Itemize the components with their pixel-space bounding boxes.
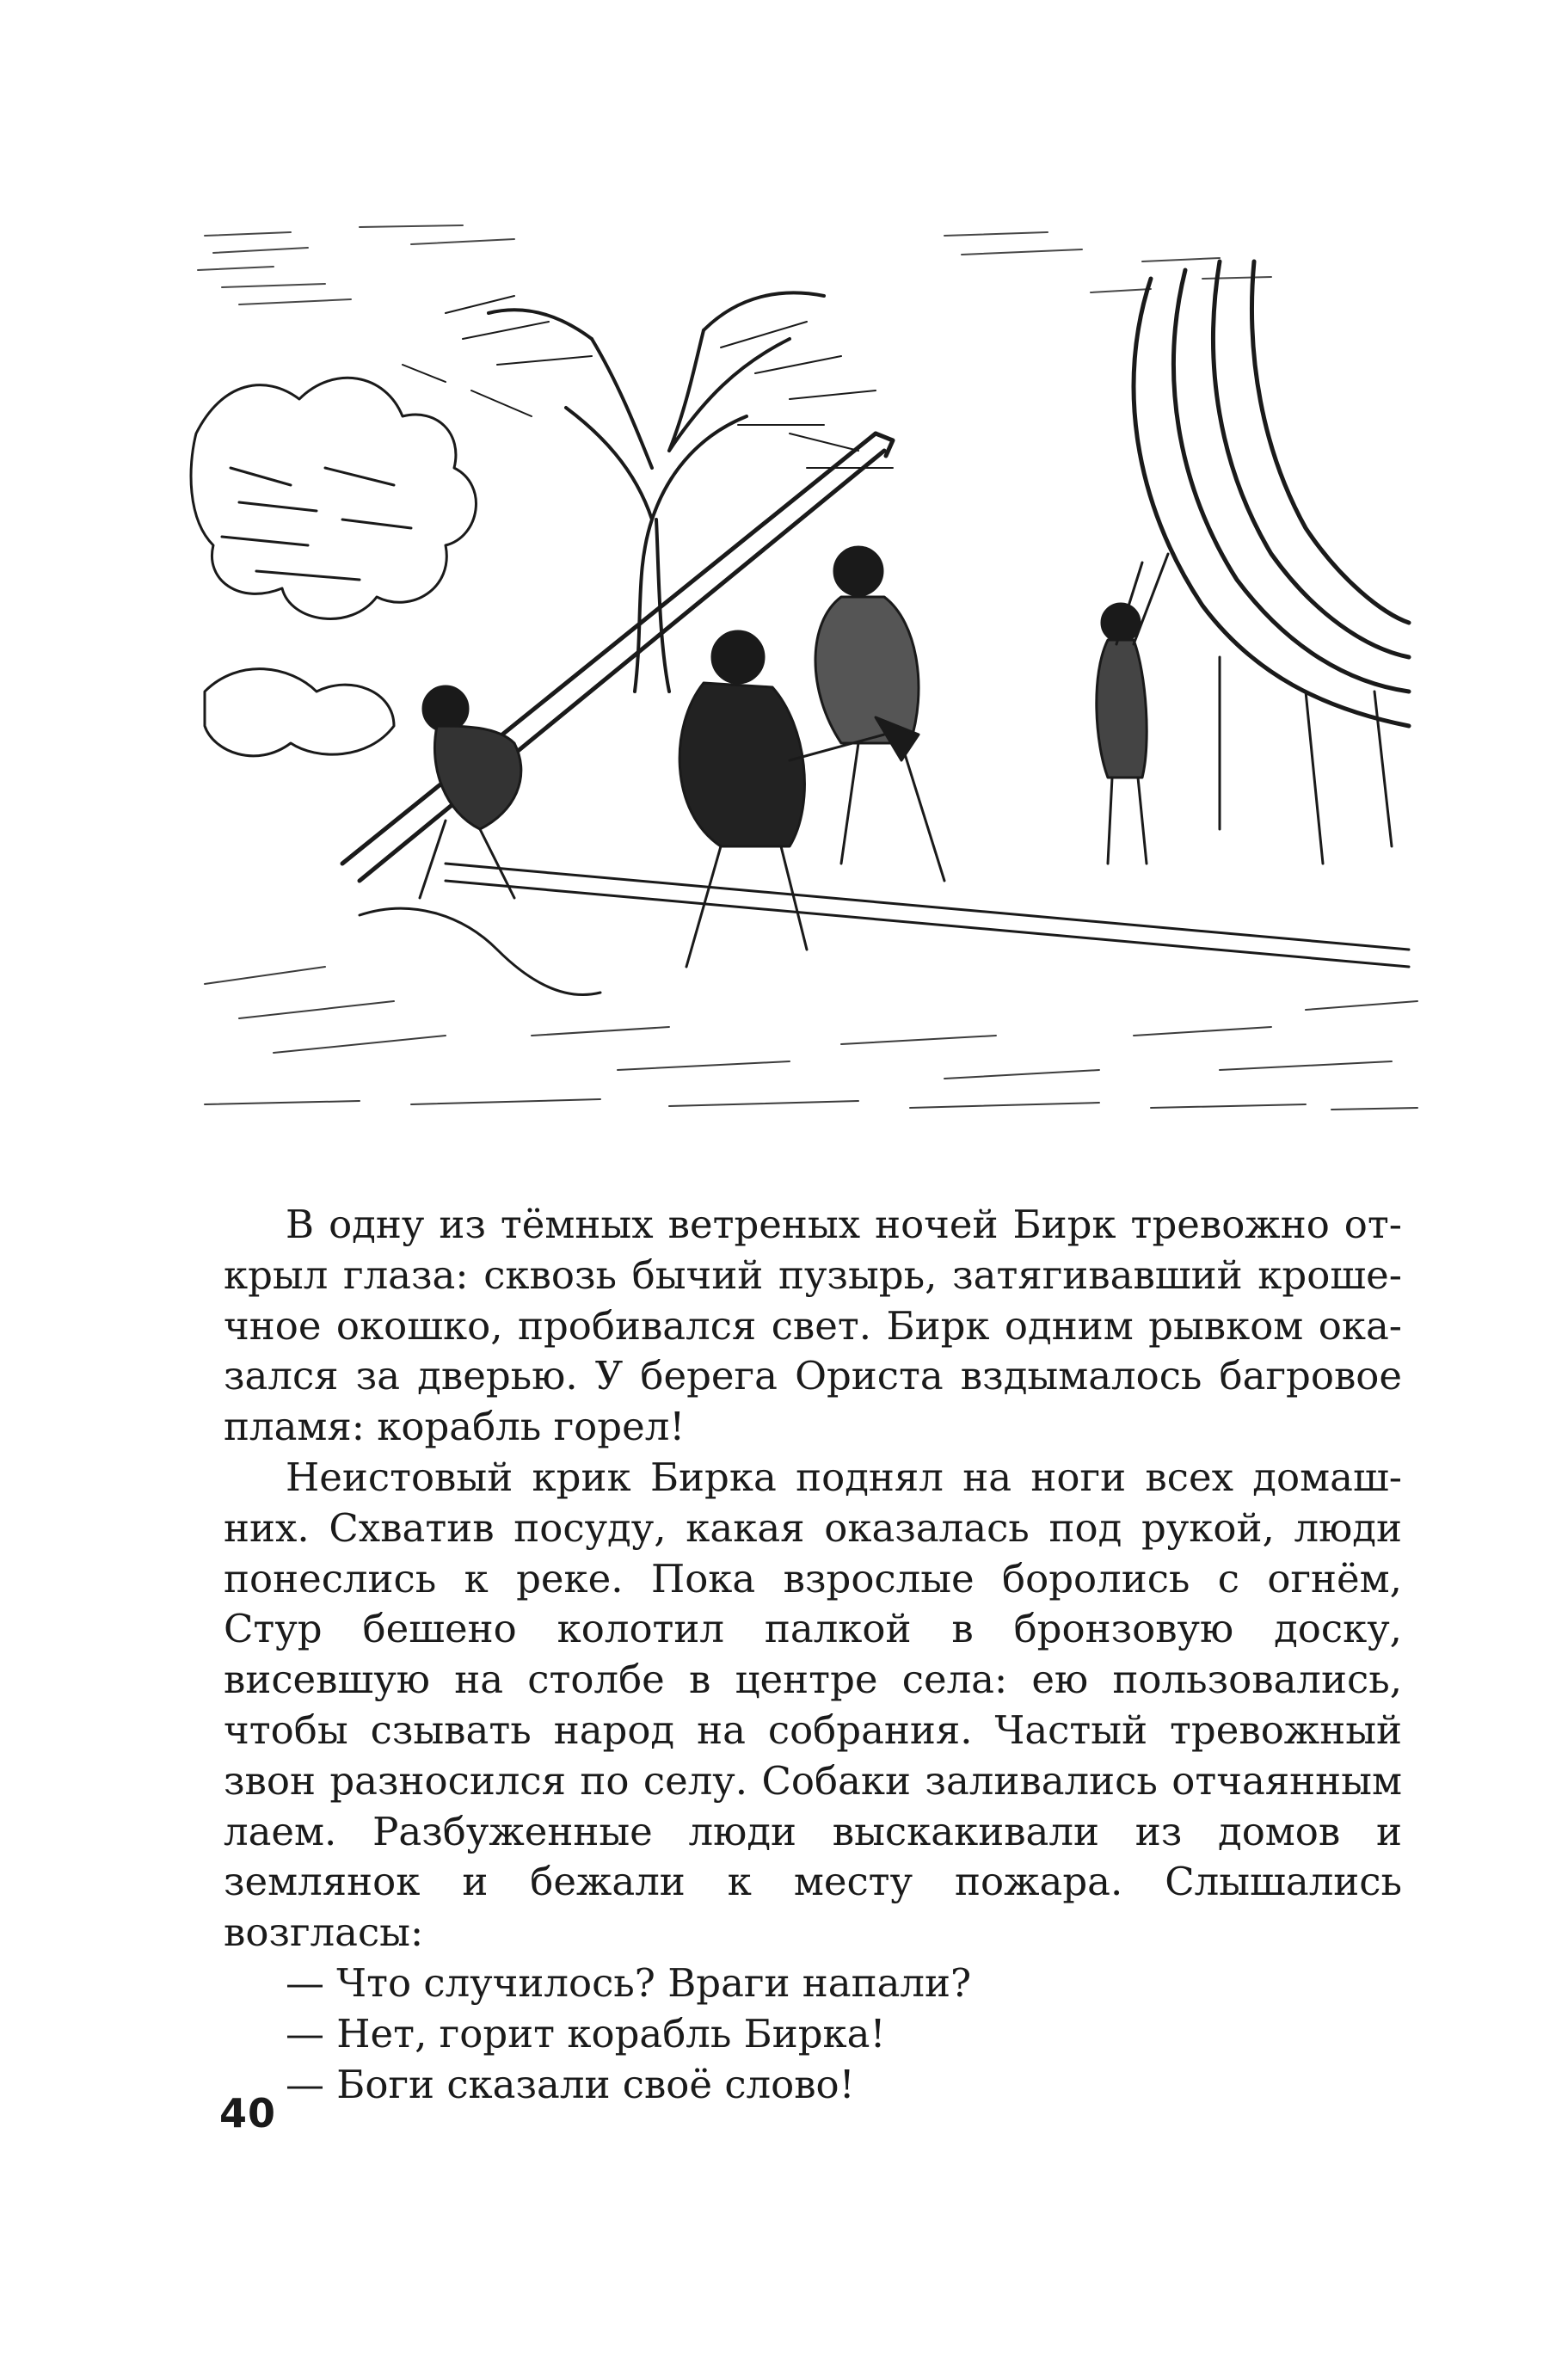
illustration [188,210,1426,1122]
page-number: 40 [219,2090,277,2137]
dialogue-line-1: — Что случилось? Враги напали? [286,1959,972,2006]
shipbuilding-scene-illustration-icon [188,210,1426,1122]
body-text [224,1200,1402,2110]
dialogue-line-3: — Боги сказали своё слово! [286,2061,855,2107]
dialogue-line-2: — Нет, горит корабль Бирка! [286,2010,886,2057]
paragraph-1: В одну из тёмных ветреных ночей Бирк тревожно открыл глаза: сквозь бычий пузырь, затягивавший крошечное окошко, пробивался свет. Бирк одним рывком оказался за дверью. У берега Ориста вздымалось багровое пламя: корабль горел! [224,1202,1402,1450]
paragraph-2: Неистовый крик Бирка поднял на ноги всех домашних. Схватив посуду, какая оказалась под рукой, люди понеслись к реке. Пока взрослые боролись с огнём, Стур бешено колотил палкой в бронзовую доску, висевшую на столбе в центре села: ею пользовались, чтобы сзывать народ на собрания. Частый тревожный звон разносился по селу. Собаки заливались отчаянным лаем. Разбуженные люди выскакивали из домов и землянок и бежали к месту пожара. Слышались возгласы: [224,1454,1402,1956]
